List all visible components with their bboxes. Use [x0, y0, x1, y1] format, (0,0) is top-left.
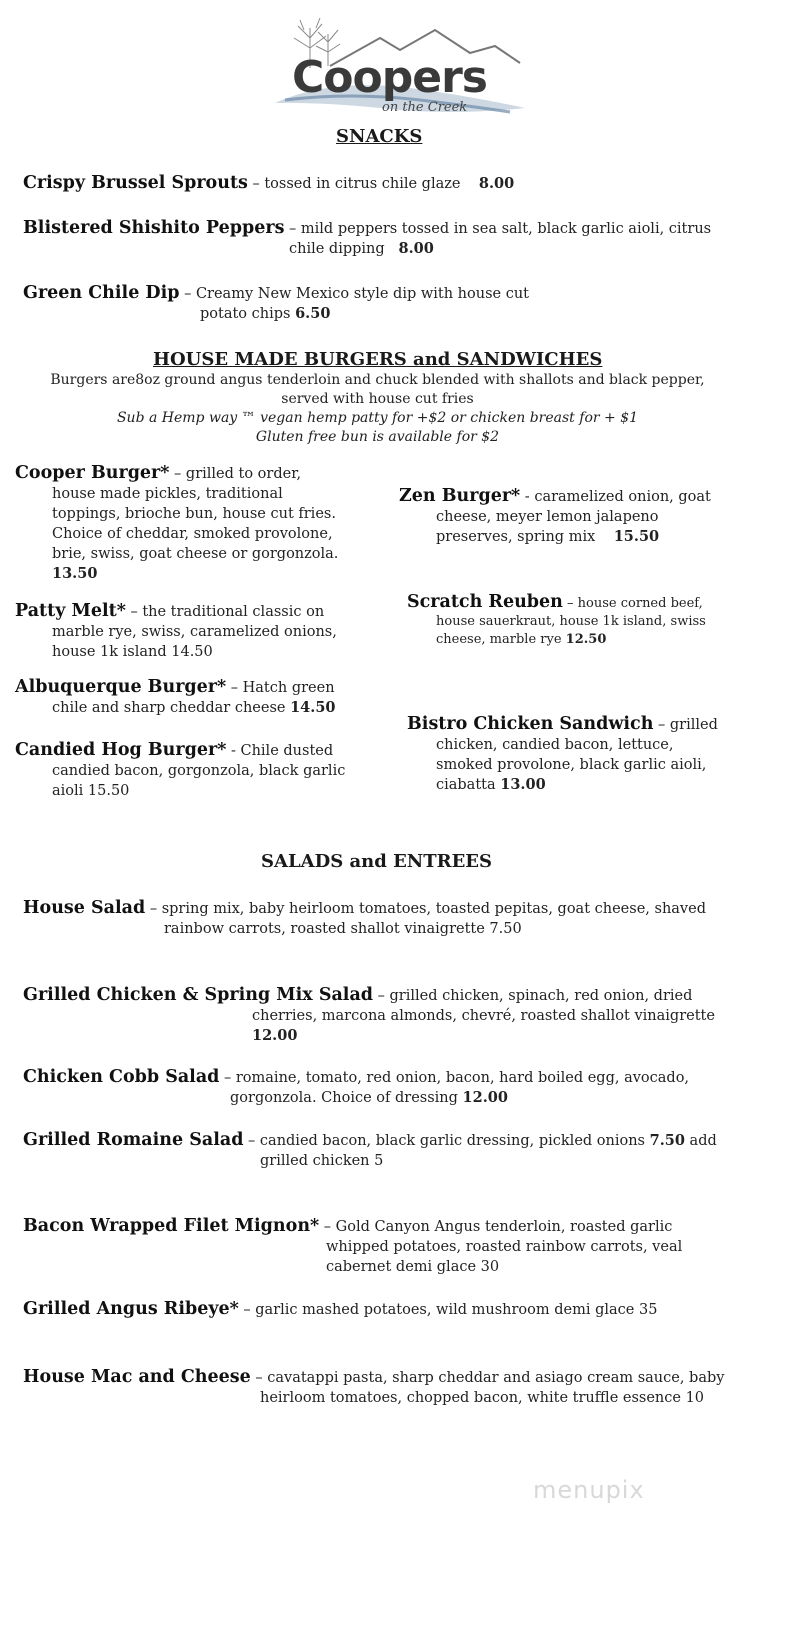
menu-item: Blistered Shishito Peppers – mild peppers tossed in sea salt, black garlic aioli, citrus chile dipping 8.00: [23, 218, 712, 257]
item-price: 14.50: [290, 699, 336, 716]
watermark: menupix: [533, 1476, 645, 1504]
item-name: Bistro Chicken Sandwich: [407, 714, 654, 734]
menu-item: House Salad – spring mix, baby heirloom tomatoes, toasted pepitas, goat cheese, shaved rainbow carrots, roasted shallot vinaigrette 7.50: [23, 898, 706, 937]
item-price: 6.50: [295, 305, 331, 322]
burger-note: Sub a Hemp way ™ vegan hemp patty for +$2 or chicken breast for + $1: [116, 410, 639, 426]
section-title-snacks: SNACKS: [336, 126, 423, 147]
item-desc: mild peppers tossed in sea salt, black garlic aioli, citrus: [300, 221, 712, 237]
item-name: Crispy Brussel Sprouts: [23, 173, 248, 193]
menu-item: Bistro Chicken Sandwich – grilled chicken, candied bacon, lettuce, smoked provolone, black garlic aioli, ciabatta 13.00: [407, 714, 718, 793]
item-name: House Salad: [23, 898, 146, 918]
item-price: 13.50: [52, 565, 98, 582]
menu-item: Bacon Wrapped Filet Mignon* – Gold Canyon Angus tenderloin, roasted garlic whipped potatoes, roasted rainbow carrots, veal cabernet demi glace 30: [23, 1216, 683, 1275]
menu-item: Candied Hog Burger* - Chile dusted candied bacon, gorgonzola, black garlic aioli 15.50: [15, 740, 346, 799]
item-price: 12.00: [462, 1089, 508, 1106]
item-price: 15.50: [613, 528, 660, 545]
menu-item: Zen Burger* - caramelized onion, goat cheese, meyer lemon jalapeno preserves, spring mix 15.50: [399, 486, 711, 545]
item-desc: Creamy New Mexico style dip with house cut: [195, 286, 529, 302]
item-name: Albuquerque Burger*: [15, 677, 227, 697]
menu-item: Scratch Reuben – house corned beef, house sauerkraut, house 1k island, swiss cheese, marble rye 12.50: [407, 592, 706, 647]
menu-item: Green Chile Dip – Creamy New Mexico style dip with house cut potato chips 6.50: [23, 283, 529, 322]
item-name: Green Chile Dip: [23, 283, 180, 303]
menu-item: Grilled Chicken & Spring Mix Salad – grilled chicken, spinach, red onion, dried cherries, marcona almonds, chevré, roasted shallot vinaigrette 12.00: [23, 985, 783, 1046]
logo-wordmark: Coopers: [292, 52, 487, 103]
item-name: Grilled Romaine Salad: [23, 1130, 244, 1150]
section-title-burgers: HOUSE MADE BURGERS and SANDWICHES: [153, 349, 603, 370]
item-price: 12.00: [252, 1027, 298, 1044]
item-name: Grilled Angus Ribeye*: [23, 1299, 239, 1319]
burger-note: Gluten free bun is available for $2: [255, 429, 500, 445]
menu-item: House Mac and Cheese – cavatappi pasta, sharp cheddar and asiago cream sauce, baby heirloom tomatoes, chopped bacon, white truffle essence 10: [23, 1367, 725, 1406]
restaurant-logo: [270, 8, 530, 133]
section-title-salads: SALADS and ENTREES: [261, 851, 493, 872]
item-name: Bacon Wrapped Filet Mignon*: [23, 1216, 320, 1236]
item-name: Candied Hog Burger*: [15, 740, 227, 760]
menu-item: Grilled Angus Ribeye* – garlic mashed potatoes, wild mushroom demi glace 35: [23, 1299, 658, 1319]
item-name: Patty Melt*: [15, 601, 126, 621]
item-name: Blistered Shishito Peppers: [23, 218, 285, 238]
menu-item: Crispy Brussel Sprouts – tossed in citrus chile glaze 8.00: [23, 173, 515, 193]
logo-tagline: on the Creek: [382, 100, 468, 115]
item-name: Cooper Burger*: [15, 463, 170, 483]
item-price: 12.50: [565, 632, 607, 647]
item-name: House Mac and Cheese: [23, 1367, 251, 1387]
burger-note: served with house cut fries: [281, 391, 474, 407]
item-name: Scratch Reuben: [407, 592, 563, 612]
item-price: 8.00: [478, 175, 515, 192]
item-name: Zen Burger*: [399, 486, 521, 506]
menu-item: Grilled Romaine Salad – candied bacon, black garlic dressing, pickled onions 7.50 add grilled chicken 5: [23, 1130, 717, 1169]
item-name: Grilled Chicken & Spring Mix Salad: [23, 985, 374, 1005]
menu-item: Cooper Burger* – grilled to order, house made pickles, traditional toppings, brioche bun, house cut fries. Choice of cheddar, smoked provolone, brie, swiss, goat cheese or gorgonzola. 13.50: [15, 463, 395, 584]
item-name: Chicken Cobb Salad: [23, 1067, 220, 1087]
item-desc: tossed in citrus chile glaze: [264, 176, 461, 192]
item-price: 13.00: [500, 776, 546, 793]
item-price: 8.00: [398, 240, 434, 257]
burger-note: Burgers are8oz ground angus tenderloin and chuck blended with shallots and black pepper,: [50, 372, 705, 388]
menu-item: Albuquerque Burger* – Hatch green chile and sharp cheddar cheese 14.50: [15, 677, 336, 716]
item-price: 7.50: [649, 1132, 685, 1149]
menu-item: Chicken Cobb Salad – romaine, tomato, red onion, bacon, hard boiled egg, avocado, gorgonzola. Choice of dressing 12.00: [23, 1067, 690, 1106]
menu-item: Patty Melt* – the traditional classic on marble rye, swiss, caramelized onions, house 1k island 14.50: [15, 601, 337, 660]
